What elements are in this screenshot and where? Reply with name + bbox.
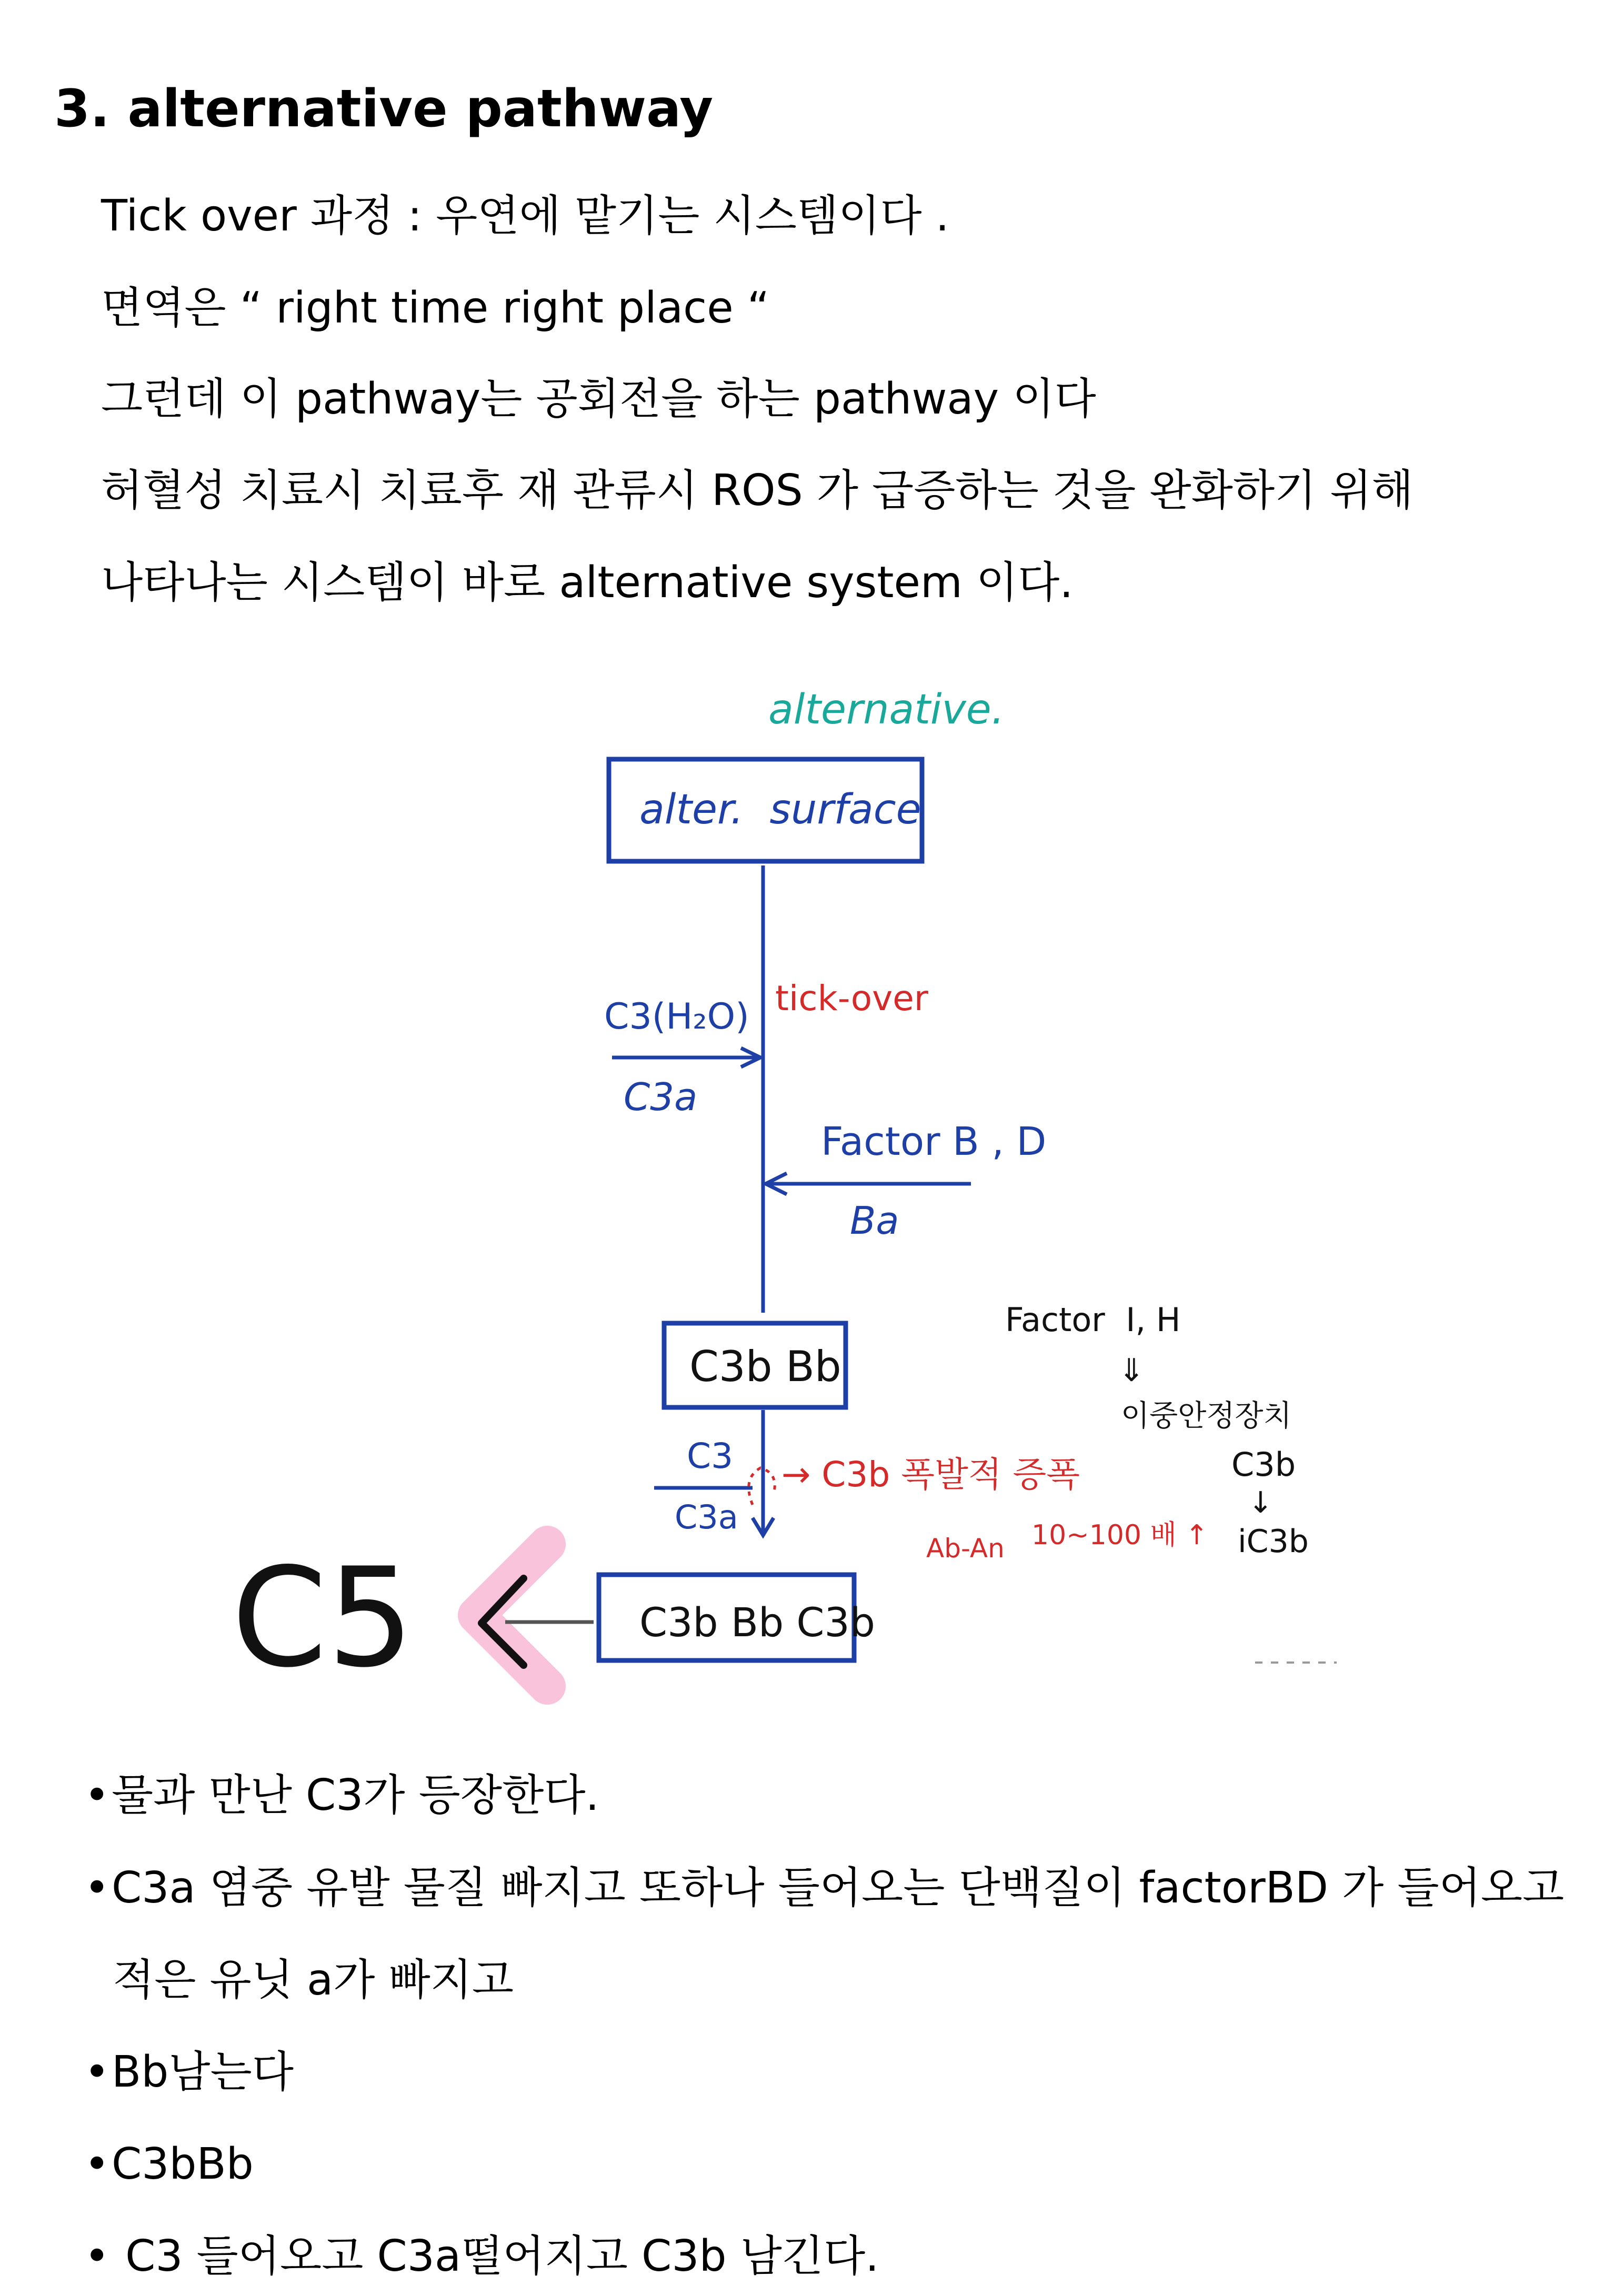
label-amplify: → C3b 폭발적 증폭 [781, 1454, 1080, 1495]
label-factor-ih: Factor I, H [1005, 1301, 1181, 1339]
label-stability: 이중안정장치 [1121, 1399, 1292, 1433]
label-c3: C3 [687, 1436, 734, 1476]
intro-line-2: 면역은 “ right time right place “ [101, 283, 770, 333]
bullet-4-text: C3bBb [112, 2139, 254, 2189]
intro-line-1: Tick over 과정 : 우연에 맡기는 시스템이다 . [101, 191, 949, 241]
bullet-3-text: Bb남는다 [112, 2047, 294, 2097]
label-c3a-1: C3a [624, 1075, 698, 1119]
label-c3-h2o: C3(H₂O) [604, 996, 749, 1038]
bullet-2-continuation: 적은 유닛 a가 빠지고 [113, 1955, 514, 2005]
bullet-dot: • [84, 2139, 110, 2189]
label-factor-bd: Factor B , D [821, 1119, 1047, 1164]
bullet-2-text: C3a 염중 유발 물질 빠지고 또하나 들어오는 단백질이 factorBD 가 들어오고 [112, 1863, 1565, 1913]
bullet-4 [84, 2139, 254, 2189]
bullet-5 [84, 2231, 879, 2281]
label-c5: C5 [232, 1539, 414, 1698]
bullet-5-text: C3 들어오고 C3a떨어지고 C3b 남긴다. [112, 2231, 879, 2281]
intro-line-5: 나타나는 시스템이 바로 alternative system 이다. [101, 558, 1074, 608]
label-ba: Ba [850, 1199, 899, 1243]
label-fold: 10~100 배 ↑ [1031, 1519, 1208, 1551]
bullet-dot: • [84, 2231, 110, 2281]
down-arrow: ↓ [1248, 1486, 1273, 1520]
box-c3b-bb-label: C3b Bb [689, 1342, 841, 1391]
bullet-3 [84, 2047, 294, 2097]
label-c3a-2: C3a [675, 1498, 738, 1536]
bullet-1-text: 물과 만난 C3가 등장한다. [112, 1770, 599, 1820]
intro-line-4: 허혈성 치료시 치료후 재 관류시 ROS 가 급증하는 것을 완화하기 위해 [101, 466, 1414, 516]
bullet-2 [84, 1863, 1565, 1913]
intro-line-3: 그런데 이 pathway는 공회전을 하는 pathway 이다 [101, 374, 1096, 424]
label-ab-an: Ab-An [926, 1533, 1005, 1564]
label-c3b-right: C3b [1231, 1445, 1296, 1484]
double-down-arrow: ⇓ [1118, 1352, 1145, 1389]
bullet-dot: • [84, 1863, 110, 1913]
bullet-1 [84, 1770, 599, 1820]
label-tick-over: tick-over [775, 978, 928, 1019]
box-c3b-bb-c3b-label: C3b Bb C3b [639, 1599, 876, 1646]
bullet-dot: • [84, 1770, 110, 1820]
bullet-dot: • [84, 2047, 110, 2097]
label-ic3b: iC3b [1238, 1523, 1309, 1560]
diagram-title: alternative. [768, 686, 1005, 733]
section-heading: 3. alternative pathway [54, 79, 714, 139]
box-alter-surface-label: alter. surface [639, 786, 921, 833]
